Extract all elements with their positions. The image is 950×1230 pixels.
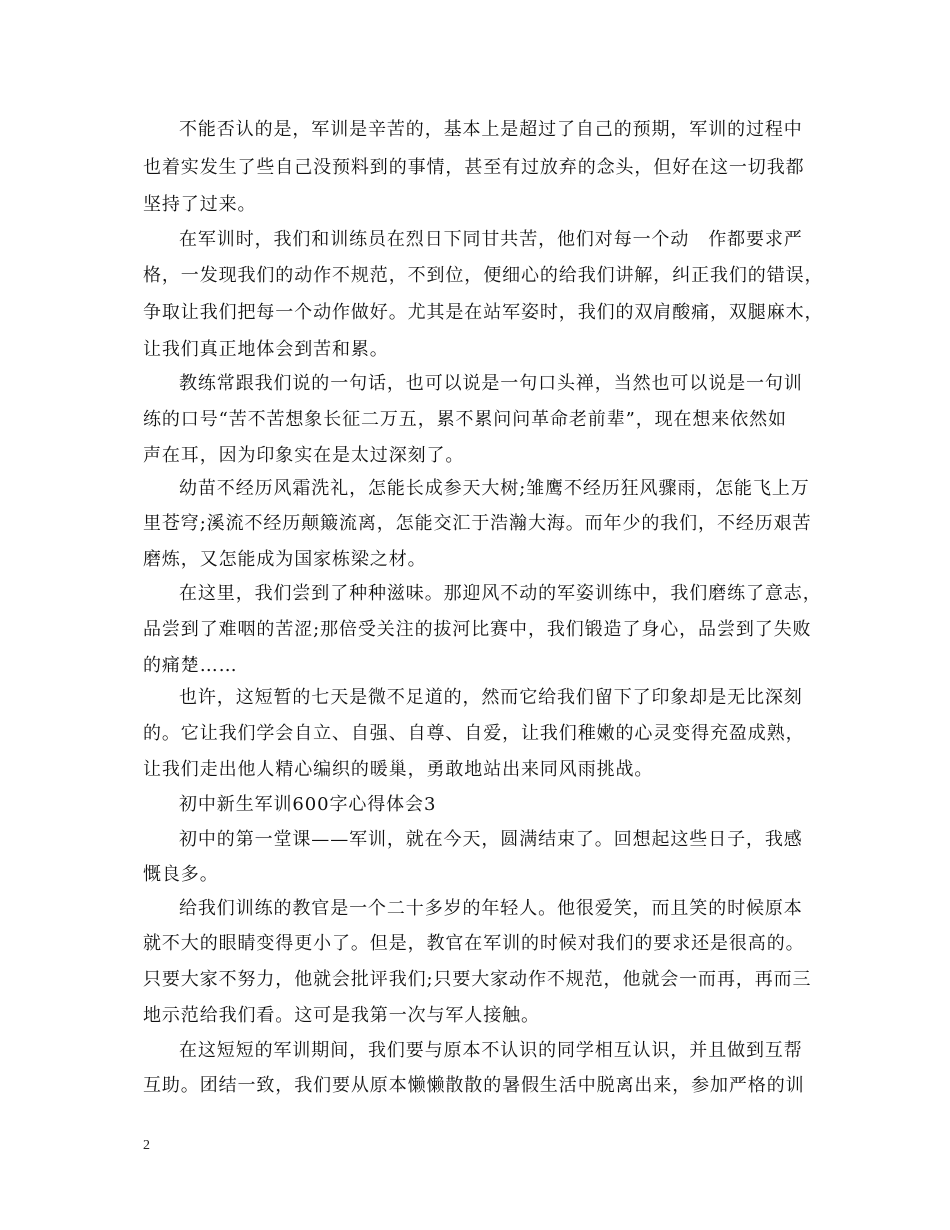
text-line: 品尝到了难咽的苦涩;那倍受关注的拔河比赛中，我们锻造了身心，品尝到了失败: [143, 619, 812, 640]
text-line: 在军训时，我们和训练员在烈日下同甘共苦，他们对每一个动 作都要求严: [179, 229, 803, 250]
text-line: 争取让我们把每一个动作做好。尤其是在站军姿时，我们的双肩酸痛，双腿麻木，: [143, 302, 824, 323]
text-line: 幼苗不经历风霜洗礼，怎能长成参天大树;雏鹰不经历狂风骤雨，怎能飞上万: [179, 478, 810, 499]
text-line: 格，一发现我们的动作不规范，不到位，便细心的给我们讲解，纠正我们的错误，: [143, 265, 824, 286]
page-number: 2: [143, 1138, 150, 1153]
text-line: 不能否认的是，军训是辛苦的，基本上是超过了自己的预期，军训的过程中: [179, 119, 803, 140]
text-line: 互助。团结一致，我们要从原本懒懒散散的暑假生活中脱离出来，参加严格的训: [143, 1075, 805, 1096]
text-line: 让我们走出他人精心编织的暖巢，勇敢地站出来同风雨挑战。: [143, 759, 654, 780]
text-line: 在这里，我们尝到了种种滋味。那迎风不动的军姿训练中，我们磨练了意志，: [179, 583, 822, 604]
text-line: 教练常跟我们说的一句话，也可以说是一句口头禅，当然也可以说是一句训: [179, 373, 803, 394]
text-line: 就不大的眼睛变得更小了。但是，教官在军训的时候对我们的要求还是很高的。: [143, 933, 805, 954]
text-line: 初中的第一堂课——军训，就在今天，圆满结束了。回想起这些日子，我感: [179, 829, 803, 850]
text-line: 也着实发生了些自己没预料到的事情，甚至有过放弃的念头，但好在这一切我都: [143, 157, 805, 178]
text-line: 地示范给我们看。这可是我第一次与军人接触。: [143, 1005, 540, 1026]
text-line: 里苍穹;溪流不经历颠簸流离，怎能交汇于浩瀚大海。而年少的我们，不经历艰苦: [143, 513, 812, 534]
text-line: 给我们训练的教官是一个二十多岁的年轻人。他很爱笑，而且笑的时候原本: [179, 898, 803, 919]
text-line: 声在耳，因为印象实在是太过深刻了。: [143, 445, 465, 466]
text-line: 的痛楚……: [143, 655, 238, 676]
text-line: 也许，这短暂的七天是微不足道的，然而它给我们留下了印象却是无比深刻: [179, 687, 803, 708]
text-line: 练的口号“苦不苦想象长征二万五，累不累问问革命老前辈”，现在想来依然如: [143, 409, 787, 430]
text-line: 磨炼，又怎能成为国家栋梁之材。: [143, 549, 427, 570]
text-line: 坚持了过来。: [143, 194, 257, 215]
text-line: 在这短短的军训期间，我们要与原本不认识的同学相互认识，并且做到互帮: [179, 1040, 803, 1061]
text-line: 的。它让我们学会自立、自强、自尊、自爱，让我们稚嫩的心灵变得充盈成熟，: [143, 723, 805, 744]
text-line: 让我们真正地体会到苦和累。: [143, 339, 389, 360]
text-line: 慨良多。: [143, 864, 219, 885]
text-line: 只要大家不努力，他就会批评我们;只要大家动作不规范，他就会一而再，再而三: [143, 969, 812, 990]
section-heading: 初中新生军训600字心得体会3: [179, 794, 437, 815]
